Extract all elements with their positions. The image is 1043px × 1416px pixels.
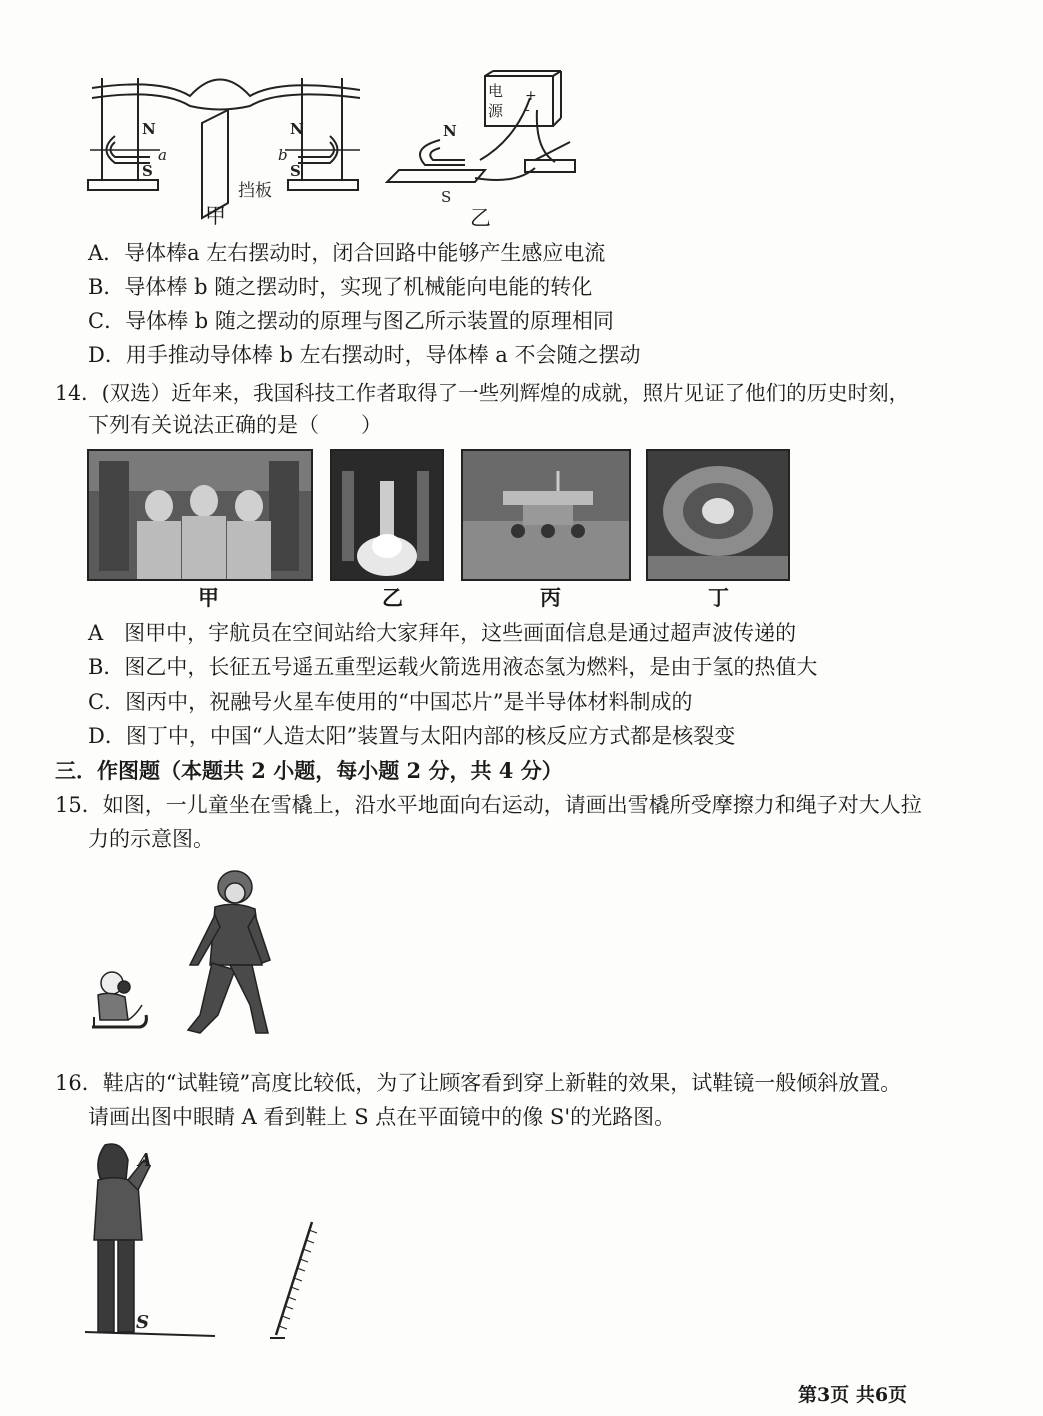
label-baffle: 挡板 bbox=[238, 181, 272, 201]
q14-option-a: A 图甲中，宇航员在空间站给大家拜年，这些画面信息是通过超声波传递的 bbox=[88, 621, 797, 645]
q14-stem-line2: 下列有关说法正确的是（ ） bbox=[88, 413, 382, 437]
photo-caption-jia: 甲 bbox=[198, 585, 219, 610]
q14-stem-line1: 14．(双选）近年来，我国科技工作者取得了一些列辉煌的成就，照片见证了他们的历史时刻， bbox=[55, 381, 910, 405]
q14-option-b: B．图乙中，长征五号遥五重型运载火箭选用液态氢为燃料，是由于氢的热值大 bbox=[88, 655, 818, 679]
label-n-right: N bbox=[290, 120, 304, 138]
photo-yi-rocket bbox=[330, 449, 444, 581]
label-s-left: S bbox=[142, 162, 153, 180]
photo-caption-yi: 乙 bbox=[382, 585, 403, 610]
q15-stem-line2: 力的示意图。 bbox=[88, 827, 214, 851]
q13-option-b: B．导体棒 b 随之摆动时，实现了机械能向电能的转化 bbox=[88, 275, 593, 299]
photo-ding-artificial-sun bbox=[646, 449, 790, 581]
figure-shoe-mirror bbox=[80, 1140, 330, 1350]
caption-yi: 乙 bbox=[470, 206, 491, 230]
section-3-heading: 三．作图题（本题共 2 小题，每小题 2 分，共 4 分） bbox=[55, 758, 563, 783]
figure-child-sled-adult bbox=[80, 865, 310, 1050]
q14-option-d: D．图丁中，中国“人造太阳”装置与太阳内部的核反应方式都是核裂变 bbox=[88, 724, 736, 748]
caption-jia: 甲 bbox=[205, 204, 226, 228]
figure-jia-magnetic-apparatus bbox=[80, 68, 380, 228]
q15-stem-line1: 15．如图，一儿童坐在雪橇上，沿水平地面向右运动，请画出雪橇所受摩擦力和绳子对大人拉 bbox=[55, 793, 922, 817]
label-n-left: N bbox=[142, 120, 156, 138]
label-a: a bbox=[158, 146, 167, 164]
q13-option-d: D．用手推动导体棒 b 左右摆动时，导体棒 a 不会随之摆动 bbox=[88, 343, 641, 367]
label-s-right: S bbox=[290, 162, 301, 180]
label-n-yi: N bbox=[443, 122, 457, 140]
q14-option-c: C．图丙中，祝融号火星车使用的“中国芯片”是半导体材料制成的 bbox=[88, 690, 693, 714]
power-label-line1: 电 bbox=[488, 82, 504, 100]
q16-stem-line1: 16．鞋店的“试鞋镜”高度比较低，为了让顾客看到穿上新鞋的效果，试鞋镜一般倾斜放置。 bbox=[55, 1071, 902, 1095]
label-s-yi: S bbox=[441, 188, 452, 205]
label-s-shoe: S bbox=[136, 1312, 149, 1333]
q13-option-a: A．导体棒a 左右摆动时，闭合回路中能够产生感应电流 bbox=[88, 241, 606, 265]
power-label-line2: 源 bbox=[488, 102, 504, 120]
q13-option-c: C．导体棒 b 随之摆动的原理与图乙所示装置的原理相同 bbox=[88, 309, 614, 333]
power-minus: - bbox=[525, 102, 530, 118]
label-a-eye: A bbox=[138, 1150, 152, 1171]
photo-caption-bing: 丙 bbox=[540, 585, 561, 610]
photo-bing-mars-rover bbox=[461, 449, 631, 581]
q16-stem-line2: 请画出图中眼睛 A 看到鞋上 S 点在平面镜中的像 S'的光路图。 bbox=[88, 1105, 676, 1129]
photo-jia-astronauts bbox=[87, 449, 313, 581]
page-number: 第3页 共6页 bbox=[798, 1384, 908, 1406]
power-plus: + bbox=[525, 88, 537, 104]
label-b: b bbox=[278, 146, 288, 164]
figure-yi-motor-apparatus bbox=[385, 70, 585, 205]
photo-caption-ding: 丁 bbox=[708, 585, 729, 610]
